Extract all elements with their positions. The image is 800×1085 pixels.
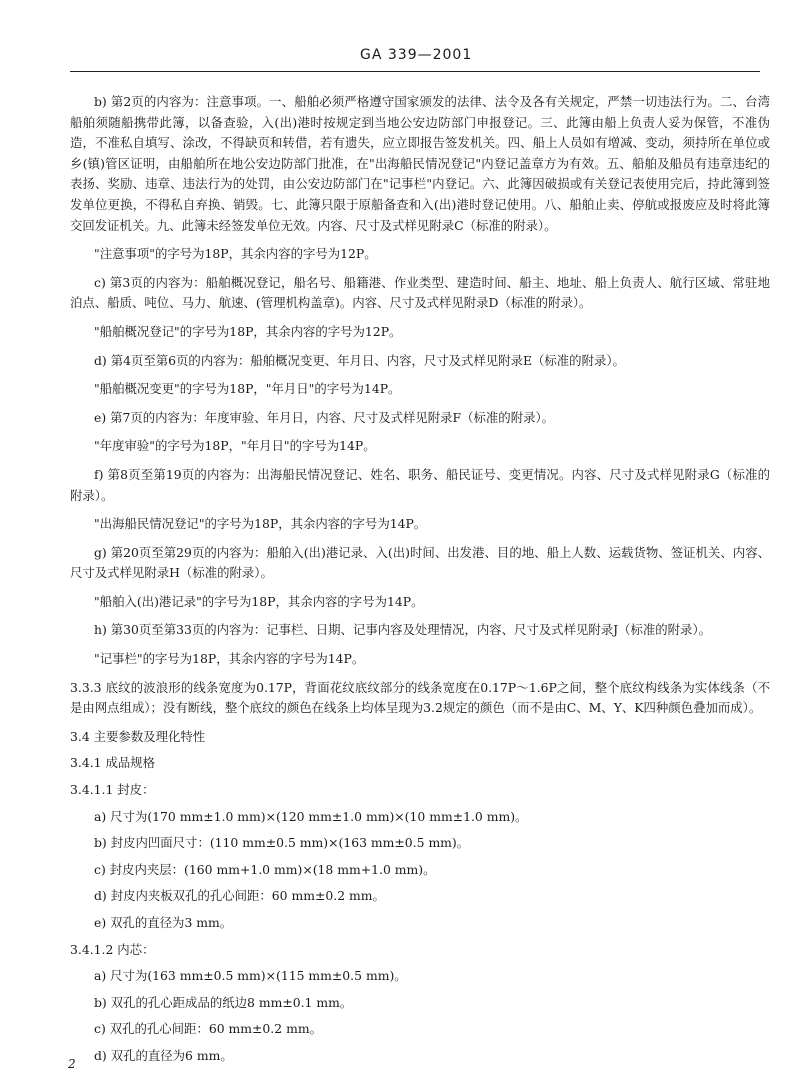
section-3-4-1-2-heading: 3.4.1.2 内芯： (70, 941, 155, 957)
paragraph-e: e) 第7页的内容为：年度审验、年月日，内容、尺寸及式样见附录F（标准的附录）。 (94, 409, 555, 425)
paragraph-d: d) 第4页至第6页的内容为：船舶概况变更、年月日、内容，尺寸及式样见附录E（标准的附录）。 (94, 352, 625, 368)
paragraph-f: f) 第8页至第19页的内容为：出海船民情况登记、姓名、职务、船民证号、变更情况。内容、尺寸及式样见附录G（标准的附录）。 (70, 466, 770, 503)
header-rule (70, 71, 760, 72)
paragraph-f-font: "出海船民情况登记"的字号为18P，其余内容的字号为14P。 (94, 516, 427, 532)
section-3-4-heading: 3.4 主要参数及理化特性 (70, 728, 206, 744)
paragraph-g: g) 第20页至第29页的内容为：船舶入(出)港记录、入(出)时间、出发港、目的地、船上人数、运载货物、签证机关、内容、尺寸及式样见附录H（标准的附录）。 (70, 544, 770, 581)
page-number: 2 (68, 1057, 76, 1071)
paragraph-g-font: "船舶入(出)港记录"的字号为18P，其余内容的字号为14P。 (94, 593, 424, 609)
cover-item-e: e) 双孔的直径为3 mm。 (94, 915, 233, 930)
cover-item-d: d) 封皮内夹板双孔的孔心间距：60 mm±0.2 mm。 (94, 888, 385, 904)
paragraph-e-font: "年度审验"的字号为18P，"年月日"的字号为14P。 (94, 438, 376, 454)
cover-item-c: c) 封皮内夹层：(160 mm+1.0 mm)×(18 mm+1.0 mm)。 (94, 861, 436, 877)
document-body (70, 92, 770, 1073)
section-3-4-1-heading: 3.4.1 成品规格 (70, 755, 156, 771)
page-header-standard-number: GA 339—2001 (360, 47, 473, 63)
paragraph-b-font: "注意事项"的字号为18P，其余内容的字号为12P。 (94, 246, 377, 262)
cover-item-b: b) 封皮内凹面尺寸：(110 mm±0.5 mm)×(163 mm±0.5 mm)。 (94, 835, 470, 851)
paragraph-h: h) 第30页至第33页的内容为：记事栏、日期、记事内容及处理情况，内容、尺寸及式样见附录J（标准的附录）。 (94, 622, 712, 638)
cover-item-a: a) 尺寸为(170 mm±1.0 mm)×(120 mm±1.0 mm)×(10 mm±1.0 mm)。 (94, 808, 528, 824)
core-item-d: d) 双孔的直径为6 mm。 (94, 1047, 233, 1063)
core-item-c: c) 双孔的孔心间距：60 mm±0.2 mm。 (94, 1021, 322, 1037)
clause-3-3-3: 3.3.3 底纹的波浪形的线条宽度为0.17P，背面花纹底纹部分的线条宽度在0.17P～1.6P之间，整个底纹构线条为实体线条（不是由网点组成）；没有断线，整个底纹的颜色在线条上均体呈现为3.2规定的颜色（而不是由C、M、Y、K四种颜色叠加而成）。 (70, 679, 770, 716)
core-item-a: a) 尺寸为(163 mm±0.5 mm)×(115 mm±0.5 mm)。 (94, 968, 407, 984)
paragraph-b: b) 第2页的内容为：注意事项。一、船舶必须严格遵守国家颁发的法律、法令及各有关规定，严禁一切违法行为。二、台湾船舶须随船携带此簿，以备查验，入(出)港时按规定到当地公安边防部门申报登记。三、此簿由船上负责人妥为保管，不准伪造，不准私自填写、涂改，不得缺页和转借，若有遗失，应立即报告签发机关。四、船上人员如有增减、变动，须持所在单位或乡(镇)管区证明，由船舶所在地公安边防部门批准，在"出海船民情况登记"内登记盖章方为有效。五、船舶及船员有违章违纪的表扬、奖励、违章、违法行为的处罚，由公安边防部门在"记事栏"内登记。六、此簿因破损或有关登记表使用完后，持此簿到签发单位更换，不得私自弃换、销毁。七、此簿只限于原船备查和入(出)港时登记使用。八、船舶止卖、停航或报废应及时将此簿交回发证机关。九、此簿未经签发单位无效。内容、尺寸及式样见附录C（标准的附录）。 (70, 94, 770, 233)
paragraph-c: c) 第3页的内容为：船舶概况登记，船名号、船籍港、作业类型、建造时间、船主、地址、船上负责人、航行区域、常驻地泊点、船质、吨位、马力、航速、(管理机构盖章)。内容、尺寸及式样见附录D（标准的附录）。 (70, 274, 770, 311)
paragraph-h-font: "记事栏"的字号为18P，其余内容的字号为14P。 (94, 651, 365, 667)
section-3-4-1-1-heading: 3.4.1.1 封皮： (70, 782, 155, 798)
core-item-b: b) 双孔的孔心距成品的纸边8 mm±0.1 mm。 (94, 994, 353, 1010)
paragraph-d-font: "船舶概况变更"的字号为18P，"年月日"的字号为14P。 (94, 381, 401, 397)
paragraph-c-font: "船舶概况登记"的字号为18P，其余内容的字号为12P。 (94, 323, 402, 339)
